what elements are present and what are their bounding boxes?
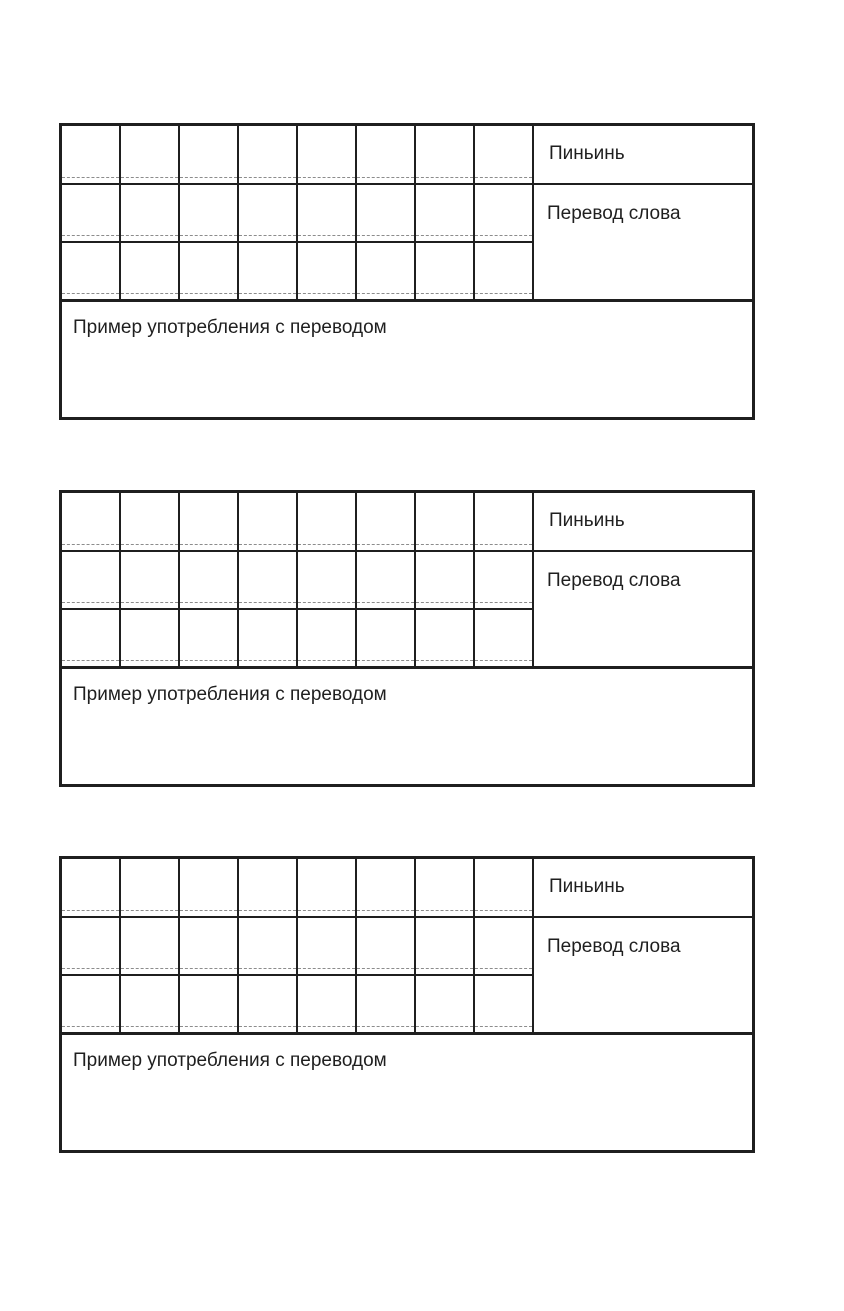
character-writing-grid	[62, 859, 534, 1035]
grid-cell	[298, 493, 357, 552]
grid-cell	[62, 610, 121, 669]
grid-cell	[121, 126, 180, 185]
pinyin-label: Пиньинь	[549, 143, 625, 164]
grid-cell	[357, 552, 416, 611]
flashcard-2	[59, 490, 755, 787]
grid-cell	[357, 976, 416, 1035]
grid-cell	[239, 243, 298, 302]
translation-field	[534, 185, 752, 302]
grid-cell	[357, 493, 416, 552]
grid-cell	[239, 185, 298, 244]
pinyin-field	[534, 493, 752, 552]
grid-cell	[298, 185, 357, 244]
translation-field	[534, 552, 752, 669]
grid-cell	[298, 859, 357, 918]
character-writing-grid	[62, 126, 534, 302]
grid-cell	[416, 185, 475, 244]
grid-cell	[62, 185, 121, 244]
grid-cell	[357, 918, 416, 977]
grid-cell	[121, 918, 180, 977]
pinyin-label: Пиньинь	[549, 510, 625, 531]
grid-cell	[416, 552, 475, 611]
grid-cell	[239, 610, 298, 669]
grid-cell	[416, 493, 475, 552]
grid-cell	[357, 859, 416, 918]
grid-cell	[298, 610, 357, 669]
grid-cell	[62, 976, 121, 1035]
grid-cell	[357, 243, 416, 302]
example-field	[62, 302, 752, 417]
translation-label: Перевод слова	[547, 203, 681, 224]
pinyin-label: Пиньинь	[549, 876, 625, 897]
grid-cell	[475, 243, 534, 302]
grid-cell	[62, 552, 121, 611]
grid-cell	[475, 918, 534, 977]
grid-cell	[298, 552, 357, 611]
grid-cell	[357, 185, 416, 244]
grid-cell	[239, 859, 298, 918]
pinyin-field	[534, 859, 752, 918]
grid-cell	[357, 610, 416, 669]
grid-cell	[475, 976, 534, 1035]
flashcard-1	[59, 123, 755, 420]
grid-cell	[416, 243, 475, 302]
grid-cell	[239, 976, 298, 1035]
grid-cell	[121, 976, 180, 1035]
grid-cell	[180, 552, 239, 611]
flashcard-3	[59, 856, 755, 1153]
grid-cell	[180, 243, 239, 302]
translation-label: Перевод слова	[547, 936, 681, 957]
grid-cell	[475, 859, 534, 918]
character-writing-grid	[62, 493, 534, 669]
grid-cell	[62, 859, 121, 918]
grid-cell	[416, 859, 475, 918]
example-label: Пример употребления с переводом	[73, 317, 387, 338]
grid-cell	[180, 185, 239, 244]
grid-cell	[121, 493, 180, 552]
grid-cell	[239, 552, 298, 611]
example-label: Пример употребления с переводом	[73, 684, 387, 705]
grid-cell	[239, 126, 298, 185]
example-field	[62, 669, 752, 784]
grid-cell	[298, 976, 357, 1035]
grid-cell	[62, 493, 121, 552]
grid-cell	[180, 976, 239, 1035]
grid-cell	[475, 552, 534, 611]
grid-cell	[180, 493, 239, 552]
grid-cell	[180, 918, 239, 977]
grid-cell	[475, 185, 534, 244]
grid-cell	[475, 610, 534, 669]
example-field	[62, 1035, 752, 1150]
grid-cell	[239, 918, 298, 977]
grid-cell	[475, 126, 534, 185]
grid-cell	[357, 126, 416, 185]
grid-cell	[121, 610, 180, 669]
grid-cell	[62, 243, 121, 302]
grid-cell	[121, 185, 180, 244]
translation-label: Перевод слова	[547, 570, 681, 591]
grid-cell	[416, 918, 475, 977]
grid-cell	[298, 918, 357, 977]
grid-cell	[180, 126, 239, 185]
grid-cell	[62, 918, 121, 977]
grid-cell	[475, 493, 534, 552]
grid-cell	[298, 126, 357, 185]
grid-cell	[239, 493, 298, 552]
grid-cell	[180, 859, 239, 918]
translation-field	[534, 918, 752, 1035]
grid-cell	[416, 976, 475, 1035]
grid-cell	[416, 126, 475, 185]
grid-cell	[416, 610, 475, 669]
grid-cell	[180, 610, 239, 669]
grid-cell	[298, 243, 357, 302]
pinyin-field	[534, 126, 752, 185]
grid-cell	[121, 552, 180, 611]
grid-cell	[62, 126, 121, 185]
grid-cell	[121, 859, 180, 918]
example-label: Пример употребления с переводом	[73, 1050, 387, 1071]
grid-cell	[121, 243, 180, 302]
